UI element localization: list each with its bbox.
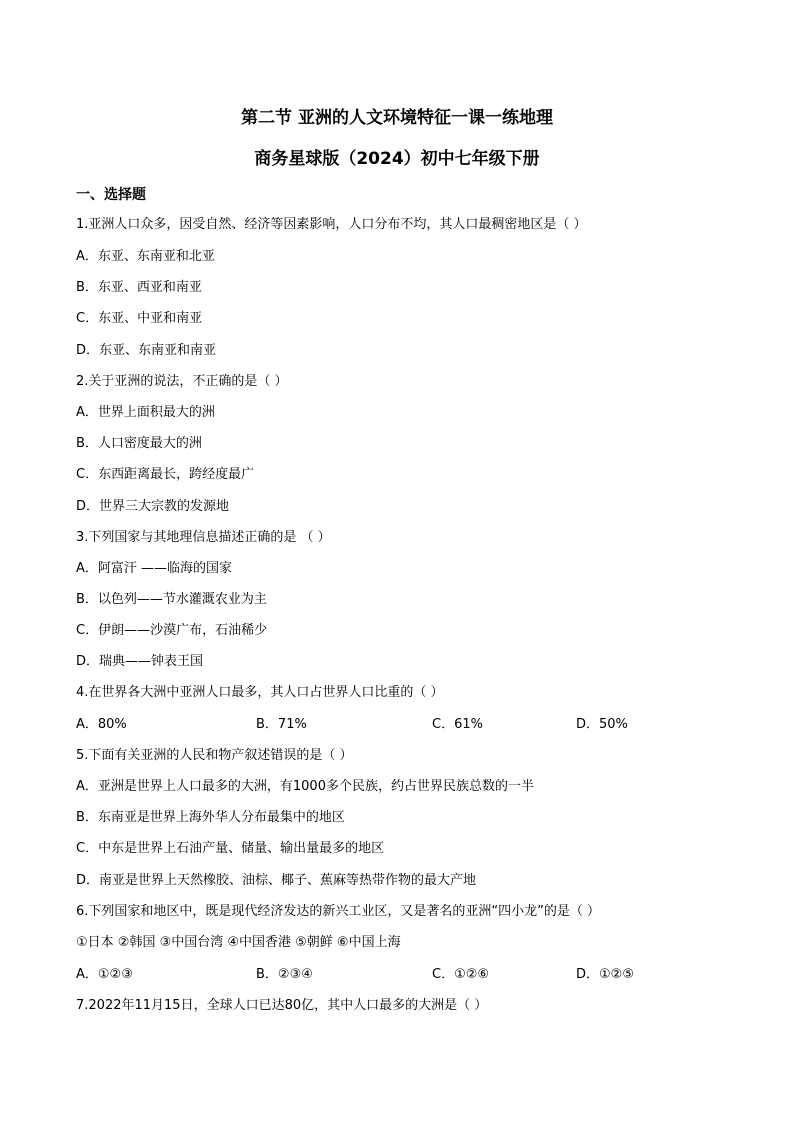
option-c: C．伊朗——沙漠广布，石油稀少 — [76, 623, 268, 638]
option-d: D．50% — [576, 717, 628, 732]
option-a: A．亚洲是世界上人口最多的大洲，有1000多个民族，约占世界民族总数的一半 — [76, 779, 534, 794]
option-c: C．东西距离最长，跨经度最广 — [76, 467, 255, 482]
option-d: D．南亚是世界上天然橡胶、油棕、椰子、蕉麻等热带作物的最大产地 — [76, 873, 477, 888]
question-stem: 3.下列国家与其地理信息描述正确的是 （ ） — [76, 530, 331, 545]
option-b: B．东南亚是世界上海外华人分布最集中的地区 — [76, 810, 345, 825]
option-c: C．61% — [432, 717, 483, 732]
option-b: B．71% — [256, 717, 307, 732]
option-a: A．阿富汗 ——临海的国家 — [76, 561, 233, 576]
document-subtitle: 商务星球版（2024）初中七年级下册 — [254, 149, 540, 169]
question-stem: 7.2022年11月15日，全球人口已达80亿，其中人口最多的大洲是（ ） — [76, 998, 488, 1013]
option-a: A．世界上面积最大的洲 — [76, 405, 215, 420]
option-row — [76, 965, 676, 985]
section-heading: 一、选择题 — [76, 187, 146, 203]
question-stem: 4.在世界各大洲中亚洲人口最多，其人口占世界人口比重的（ ） — [76, 685, 444, 700]
question-stem: 6.下列国家和地区中，既是现代经济发达的新兴工业区，又是著名的亚洲“四小龙”的是（ ） — [76, 904, 601, 919]
option-d: D．东亚、东南亚和南亚 — [76, 343, 217, 358]
option-a: A．东亚、东南亚和北亚 — [76, 249, 215, 264]
option-a: A．80% — [76, 717, 127, 732]
document-title: 第二节 亚洲的人文环境特征一课一练地理 — [241, 108, 553, 128]
option-b: B．人口密度最大的洲 — [76, 436, 202, 451]
question-stem: 2.关于亚洲的说法，不正确的是（ ） — [76, 374, 288, 389]
option-row — [76, 715, 676, 735]
option-d: D．世界三大宗教的发源地 — [76, 499, 230, 514]
question-stem: 5.下面有关亚洲的人民和物产叙述错误的是（ ） — [76, 748, 353, 763]
question-items: ①日本 ②韩国 ③中国台湾 ④中国香港 ⑤朝鲜 ⑥中国上海 — [76, 935, 401, 950]
option-a: A．①②③ — [76, 967, 133, 982]
option-d: D．瑞典——钟表王国 — [76, 654, 204, 669]
option-b: B．以色列——节水灌溉农业为主 — [76, 592, 267, 607]
option-b: B．②③④ — [256, 967, 313, 982]
question-stem: 1.亚洲人口众多，因受自然、经济等因素影响，人口分布不均，其人口最稠密地区是（ ） — [76, 217, 587, 232]
option-c: C．东亚、中亚和南亚 — [76, 311, 203, 326]
option-b: B．东亚、西亚和南亚 — [76, 280, 202, 295]
option-c: C．①②⑥ — [432, 967, 490, 982]
option-d: D．①②⑤ — [576, 967, 634, 982]
option-c: C．中东是世界上石油产量、储量、输出量最多的地区 — [76, 841, 385, 856]
